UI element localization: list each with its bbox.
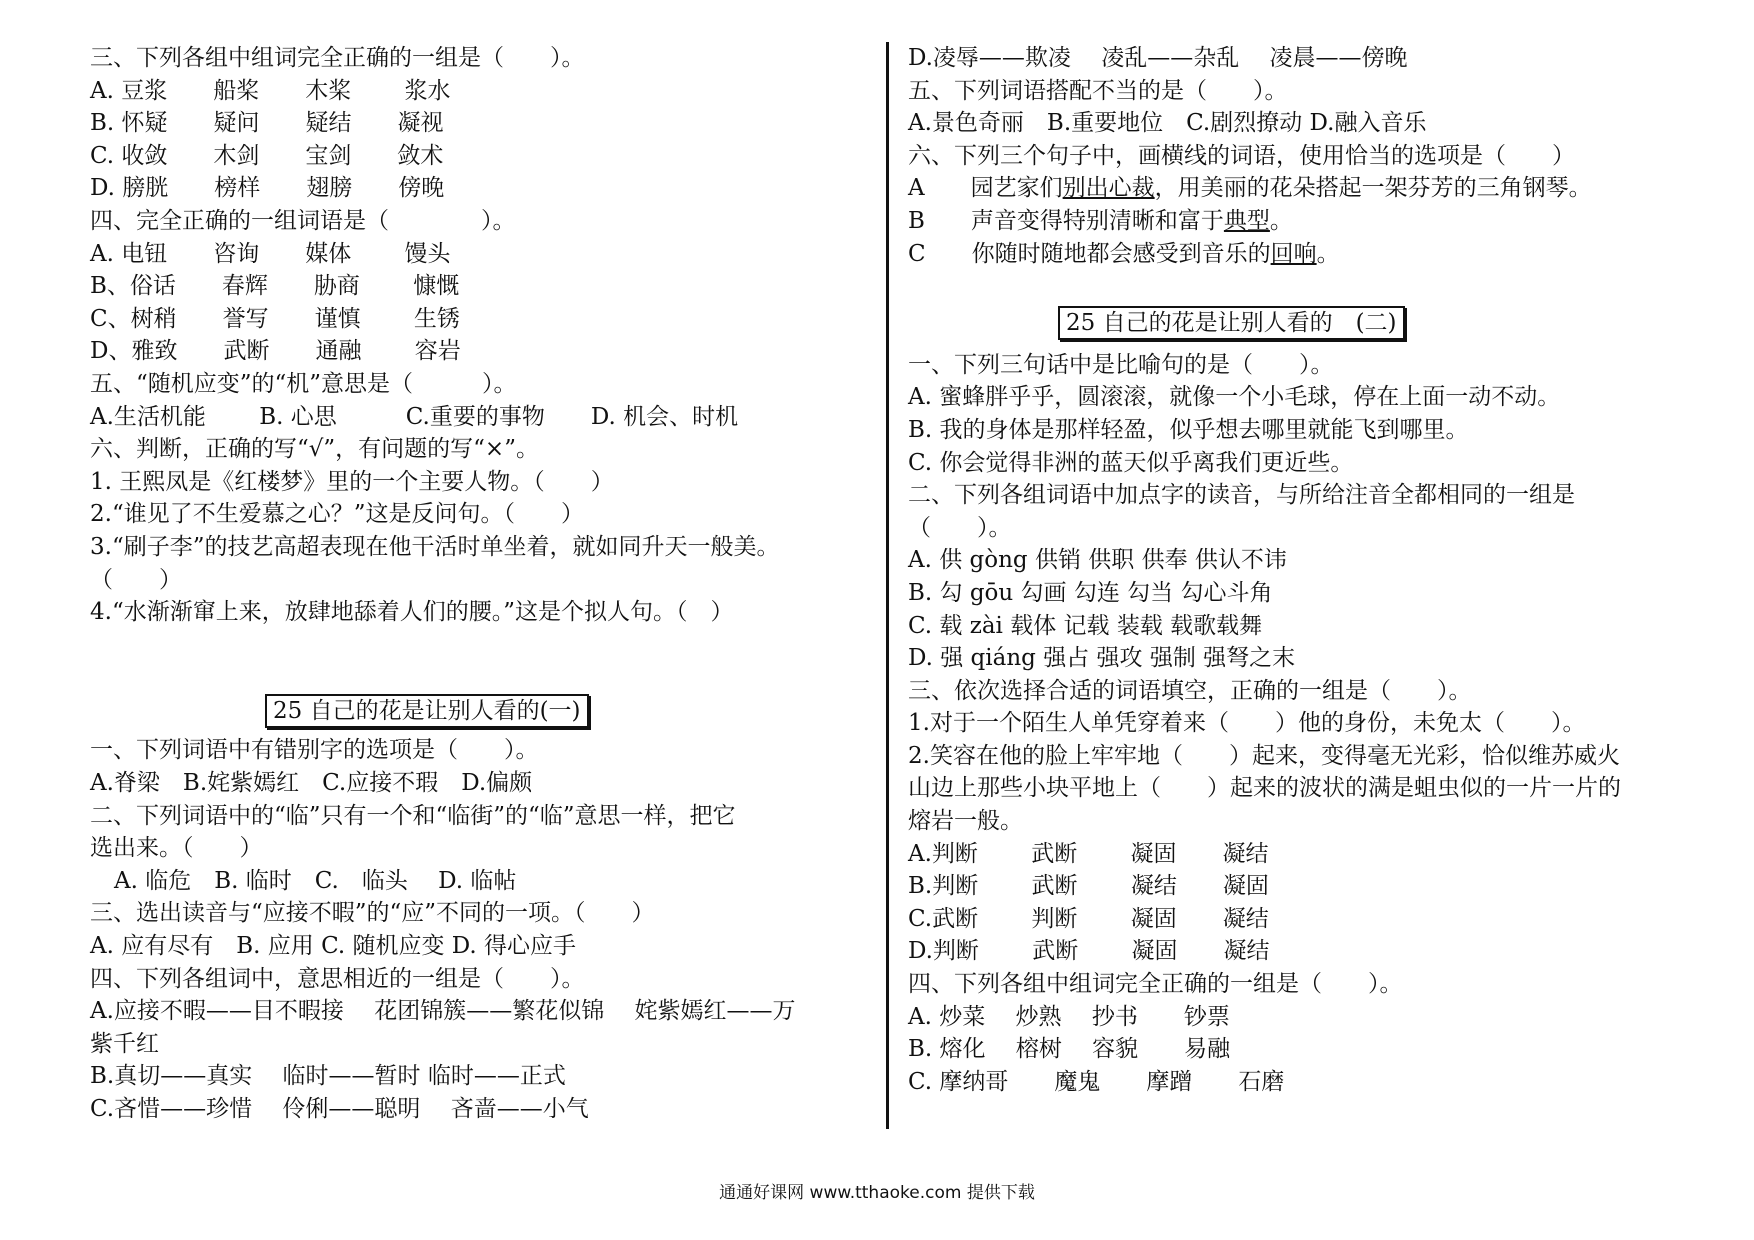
fill-sentence: 1.对于一个陌生人单凭穿着来（ ）他的身份，未免太（ ）。 [908,710,1586,737]
sentence-label: C [908,240,972,267]
footer-credit: 通通好课网 www.tthaoke.com 提供下载 [719,1183,1035,1203]
option: C.武断 判断 凝固 凝结 [908,905,1269,932]
section-title: 25 自己的花是让别人看的(一) [265,694,589,728]
option: B.真切——真实 临时——暂时 临时——正式 [90,1063,566,1090]
option: D.判断 武断 凝固 凝结 [908,938,1270,965]
option: D、雅致 武断 通融 容岩 [90,338,461,365]
question: 六、下列三个句子中，画横线的词语，使用恰当的选项是（ ） [908,142,1575,169]
right-column [908,42,1708,1098]
sentence-text: 你随时随地都会感受到音乐的 [971,240,1271,267]
option: B.判断 武断 凝结 凝固 [908,873,1269,900]
sentence-text: 声音变得特别清晰和富于 [970,207,1224,234]
question: 五、下列词语搭配不当的是（ ）。 [908,77,1288,104]
question-cont: 选出来。（ ） [90,835,263,862]
question: 六、判断，正确的写“√”，有问题的写“×”。 [90,436,539,463]
options: A.景色奇丽 B.重要地位 C.剧烈撩动 D.融入音乐 [908,110,1427,137]
fill-sentence: 2.笑容在他的脸上牢牢地（ ）起来，变得毫无光彩，恰似维苏威火 [908,742,1620,769]
section-title-wrap [908,306,1708,339]
sentence-text: ，用美丽的花朵搭起一架芬芳的三角钢琴。 [1154,175,1592,202]
option: D.凌辱——欺凌 凌乱——杂乱 凌晨——傍晚 [908,45,1408,71]
underlined-word: 别出心裁 [1062,175,1155,202]
question: 四、下列各组中组词完全正确的一组是（ ）。 [908,971,1403,998]
sentence-text: 。 [1269,207,1293,234]
options: A. 应有尽有 B. 应用 C. 随机应变 D. 得心应手 [90,933,577,960]
sentence-b [908,205,1708,238]
option: B、俗话 春辉 胁商 慷慨 [90,273,460,300]
option-cont: 紫千红 [90,1030,159,1057]
option: B. 我的身体是那样轻盈，似乎想去哪里就能飞到哪里。 [908,416,1469,443]
option: D. 强 qiáng 强占 强攻 强制 强弩之末 [908,645,1296,672]
option: A. 炒菜 炒熟 抄书 钞票 [908,1003,1230,1030]
option: C. 你会觉得非洲的蓝天似乎离我们更近些。 [908,449,1354,476]
underlined-word: 回响 [1270,240,1317,267]
column-divider [886,42,889,1129]
sentence-text: 。 [1316,240,1340,267]
option: B. 怀疑 疑问 疑结 凝视 [90,110,444,137]
question: 四、完全正确的一组词语是（ ）。 [90,207,516,234]
option: C.吝惜——珍惜 伶俐——聪明 吝啬——小气 [90,1096,589,1122]
option: B. 勾 gōu 勾画 勾连 勾当 勾心斗角 [908,579,1273,606]
question: 二、下列词语中的“临”只有一个和“临街”的“临”意思一样，把它 [90,802,736,829]
option: B. 熔化 榕树 容貌 易融 [908,1036,1231,1063]
sentence-label: A [908,175,971,202]
fill-sentence-cont: 山边上那些小块平地上（ ）起来的波状的满是蛆虫似的一片一片的 [908,775,1621,802]
option: C. 载 zài 载体 记载 装载 载歌载舞 [908,612,1263,639]
section-title-wrap [90,694,870,727]
judgement-item: 4.“水渐渐窜上来，放肆地舔着人们的腰。”这是个拟人句。（ ） [90,599,734,626]
question: 一、下列词语中有错别字的选项是（ ）。 [90,737,539,764]
option: A.判断 武断 凝固 凝结 [908,840,1269,867]
question-cont: （ ）。 [908,514,1012,541]
sentence-c [908,238,1708,271]
option: A. 豆浆 船桨 木桨 浆水 [90,77,451,104]
options: A. 临危 B. 临时 C. 临头 D. 临帖 [114,867,517,894]
option: C、树稍 誉写 谨慎 生锈 [90,305,460,332]
sentence-a [908,172,1708,205]
options: A.生活机能 B. 心思 C.重要的事物 D. 机会、时机 [90,403,739,430]
underlined-word: 典型 [1223,207,1270,234]
option: A. 电钮 咨询 媒体 馒头 [90,240,451,267]
fill-sentence-cont: 熔岩一般。 [908,808,1023,835]
option: C. 收敛 木剑 宝剑 敛术 [90,142,444,169]
option: A. 供 gòng 供销 供职 供奉 供认不讳 [908,547,1287,574]
question: 五、“随机应变”的“机”意思是（ ）。 [90,370,517,397]
sentence-text: 园艺家们 [970,175,1063,202]
left-column [90,42,870,1126]
question: 四、下列各组词中，意思相近的一组是（ ）。 [90,965,585,992]
option: A.应接不暇——目不暇接 花团锦簇——繁花似锦 姹紫嫣红——万 [90,998,796,1025]
section-title: 25 自己的花是让别人看的 (二) [1058,306,1405,340]
sentence-label: B [908,207,971,234]
option: C. 摩纳哥 魔鬼 摩蹭 石磨 [908,1068,1285,1095]
judgement-item-cont: （ ） [90,566,182,593]
judgement-item: 2.“谁见了不生爱慕之心？”这是反问句。（ ） [90,501,584,528]
question: 三、下列各组中组词完全正确的一组是（ ）。 [90,45,585,71]
question: 二、下列各组词语中加点字的读音，与所给注音全都相同的一组是 [908,482,1575,509]
judgement-item: 3.“刷子李”的技艺高超表现在他干活时单坐着，就如同升天一般美。 [90,533,780,560]
question: 三、选出读音与“应接不暇”的“应”不同的一项。（ ） [90,900,655,927]
question: 三、依次选择合适的词语填空，正确的一组是（ ）。 [908,677,1472,704]
option: D. 膀胱 榜样 翅膀 傍晚 [90,175,445,202]
judgement-item: 1. 王熙凤是《红楼梦》里的一个主要人物。（ ） [90,468,614,495]
question: 一、下列三句话中是比喻句的是（ ）。 [908,351,1334,378]
options: A.脊梁 B.姹紫嫣红 C.应接不瑕 D.偏颇 [90,770,533,797]
option: A. 蜜蜂胖乎乎，圆滚滚，就像一个小毛球，停在上面一动不动。 [908,384,1561,411]
